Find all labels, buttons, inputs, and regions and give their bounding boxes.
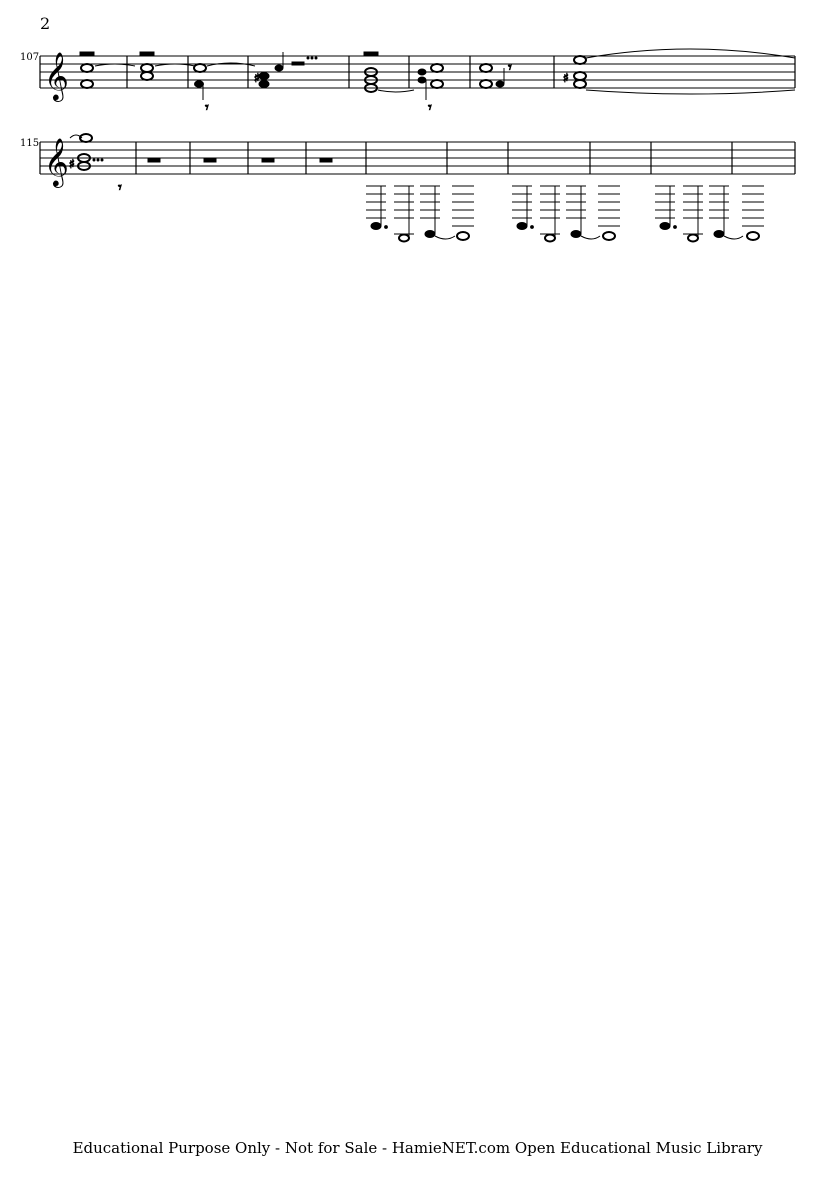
svg-text:𝄾: 𝄾 xyxy=(205,100,209,116)
measure-number-system-2: 115 xyxy=(20,138,40,149)
footer-text: Educational Purpose Only - Not for Sale - HamieNET.com Open Educational Music Library xyxy=(72,1139,763,1157)
note-head xyxy=(80,52,94,55)
svg-text:♯: ♯ xyxy=(69,157,75,171)
svg-text:𝄞: 𝄞 xyxy=(44,137,69,186)
treble-clef-icon: 𝄞 xyxy=(44,51,69,100)
notes-system-2 xyxy=(69,134,332,196)
notes-system-1 xyxy=(80,49,795,116)
svg-text:♯: ♯ xyxy=(254,71,260,85)
svg-text:𝄾: 𝄾 xyxy=(428,100,432,116)
page-number: 2 xyxy=(40,14,51,33)
svg-text:𝄾: 𝄾 xyxy=(118,180,122,196)
ledger-group-1 xyxy=(366,186,387,230)
measure-number-system-1: 107 xyxy=(20,52,40,63)
svg-text:𝄾: 𝄾 xyxy=(508,60,512,76)
svg-text:♯: ♯ xyxy=(563,71,569,85)
low-notes xyxy=(366,186,764,242)
